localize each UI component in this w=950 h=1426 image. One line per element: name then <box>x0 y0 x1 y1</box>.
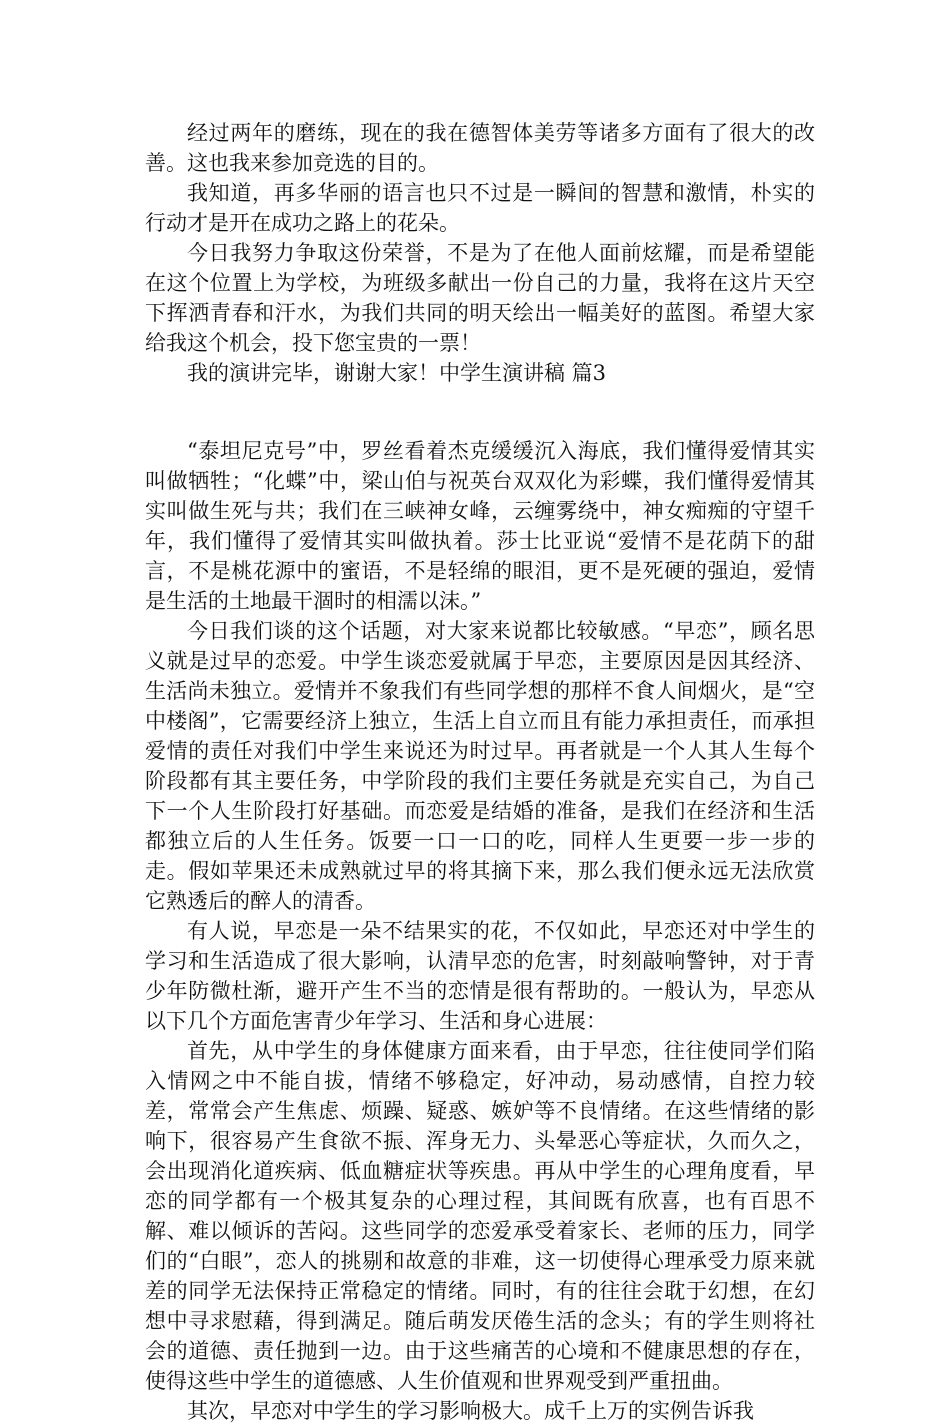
paragraph-improvement: 经过两年的磨练，现在的我在德智体美劳等诸多方面有了很大的改善。这也我来参加竞选的目的。 <box>145 121 815 175</box>
paragraph-study-impact: 其次，早恋对中学生的学习影响极大。成千上万的实例告诉我 <box>187 1399 754 1423</box>
paragraph-love-examples: “泰坦尼克号”中，罗丝看着杰克缓缓沉入海底，我们懂得爱情其实叫做牺牲；“化蝶”中，梁山伯与祝英台双双化为彩蝶，我们懂得爱情其实叫做生死与共；我们在三峡神女峰，云缠雾绕中，神女痴痴的守望千年，我们懂得了爱情其实叫做执着。莎士比亚说“爱情不是花荫下的甜言，不是桃花源中的蜜语，不是轻绵的眼泪，更不是死硬的强迫，爱情是生活的土地最干涸时的相濡以沫。” <box>145 439 815 613</box>
paragraph-honor: 今日我努力争取这份荣誉，不是为了在他人面前炫耀，而是希望能在这个位置上为学校，为班级多献出一份自己的力量，我将在这片天空下挥洒青春和汗水，为我们共同的明天绘出一幅美好的蓝图。希望大家给我这个机会，投下您宝贵的一票！ <box>145 241 815 355</box>
document-body <box>145 118 815 1426</box>
paragraph-health-impact: 首先，从中学生的身体健康方面来看，由于早恋，往往使同学们陷入情网之中不能自拔，情绪不够稳定，好冲动，易动感情，自控力较差，常常会产生焦虑、烦躁、疑惑、嫉妒等不良情绪。在这些情绪的影响下，很容易产生食欲不振、浑身无力、头晕恶心等症状，久而久之，会出现消化道疾病、低血糖症状等疾患。再从中学生的心理角度看，早恋的同学都有一个极其复杂的心理过程，其间既有欣喜，也有百思不解、难以倾诉的苦闷。这些同学的恋爱承受着家长、老师的压力，同学们的“白眼”，恋人的挑剔和故意的非难，这一切使得心理承受力原来就差的同学无法保持正常稳定的情绪。同时，有的往往会耽于幻想，在幻想中寻求慰藉，得到满足。随后萌发厌倦生活的念头；有的学生则将社会的道德、责任抛到一边。由于这些痛苦的心境和不健康思想的存在，使得这些中学生的道德感、人生价值观和世界观受到严重扭曲。 <box>145 1039 815 1393</box>
paragraph-action: 我知道，再多华丽的语言也只不过是一瞬间的智慧和激情，朴实的行动才是开在成功之路上的花朵。 <box>145 181 815 235</box>
paragraph-closing-and-heading: 我的演讲完毕，谢谢大家！中学生演讲稿 篇3 <box>187 361 607 385</box>
paragraph-harm-overview: 有人说，早恋是一朵不结果实的花，不仅如此，早恋还对中学生的学习和生活造成了很大影响，认清早恋的危害，时刻敲响警钟，对于青少年防微杜渐，避开产生不当的恋情是很有帮助的。一般认为，早恋从以下几个方面危害青少年学习、生活和身心进展： <box>145 919 815 1033</box>
paragraph-early-love-definition: 今日我们谈的这个话题，对大家来说都比较敏感。“早恋”，顾名思义就是过早的恋爱。中学生谈恋爱就属于早恋，主要原因是因其经济、生活尚未独立。爱情并不象我们有些同学想的那样不食人间烟火，是“空中楼阁”，它需要经济上独立，生活上自立而且有能力承担责任，而承担爱情的责任对我们中学生来说还为时过早。再者就是一个人其人生每个阶段都有其主要任务，中学阶段的我们主要任务就是充实自己，为自己下一个人生阶段打好基础。而恋爱是结婚的准备，是我们在经济和生活都独立后的人生任务。饭要一口一口的吃，同样人生更要一步一步的走。假如苹果还未成熟就过早的将其摘下来，那么我们便永远无法欣赏它熟透后的醉人的清香。 <box>145 619 815 913</box>
section-gap <box>145 388 815 436</box>
